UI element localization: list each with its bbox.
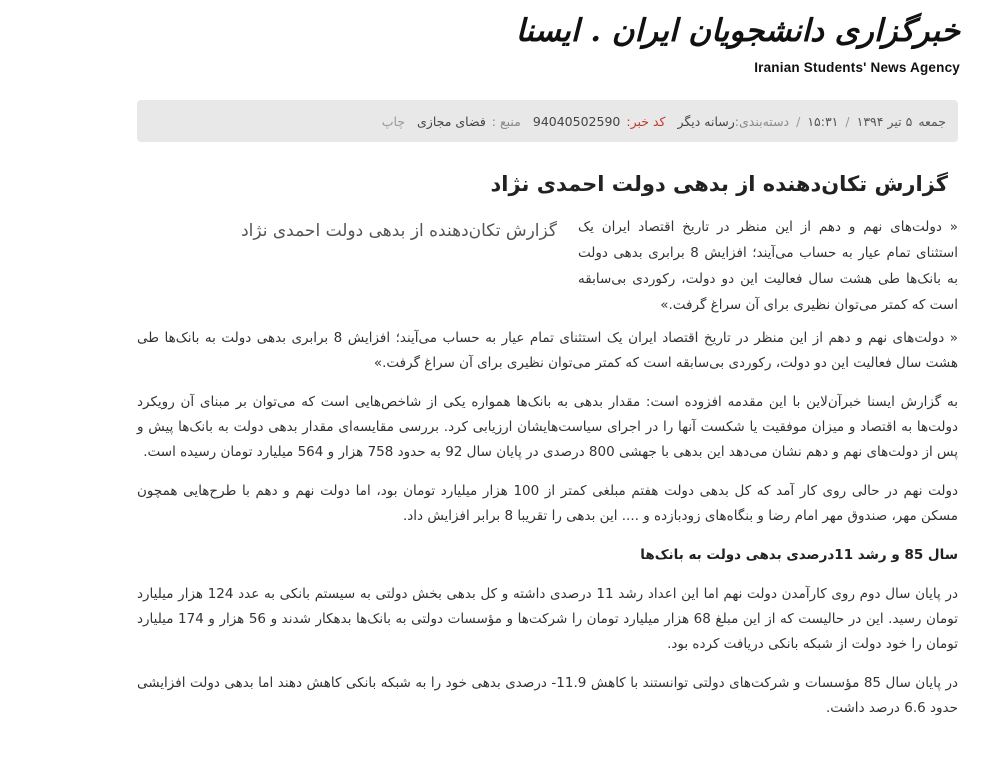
lead-subtitle: گزارش تکان‌دهنده از بدهی دولت احمدی نژاد: [241, 221, 557, 241]
section-heading: سال 85 و رشد 11درصدی بدهی دولت به بانک‌ها: [640, 547, 958, 563]
meta-separator: /: [845, 113, 850, 129]
print-link[interactable]: چاپ: [381, 113, 406, 129]
meta-source-value: فضای مجازی: [417, 113, 486, 129]
lead-quote: « دولت‌های نهم و دهم از این منظر در تاریخ اقتصاد ایران یک استثنای تمام عیار به حساب می‌آیند؛ افزایش 8 برابری بدهی دولت به بانک‌ها طی هشت سال فعالیت این دو دولت، رکوردی بی‌سابقه است که کمتر می‌توان نظیری برای آن سراغ گرفت.»: [578, 219, 958, 313]
meta-time: ۱۵:۳۱: [807, 113, 839, 129]
body-paragraph: در پایان سال دوم روی کارآمدن دولت نهم اما این اعداد رشد 11 درصدی داشته و کل بدهی بخش دولتی به سیستم بانکی به عدد 124 هزار میلیارد تومان رسید. این در حالیست که از این مبلغ 68 هزار میلیارد تومان را شرکت‌ها و مؤسسات دولتی به بانک‌ها بدهکار شدند و 56 هزار و 174 میلیارد تومان را خود دولت از شبکه بانکی دریافت کرده بود.: [137, 586, 958, 652]
meta-date: ۵ تیر ۱۳۹۴: [856, 113, 913, 129]
body-paragraph: در پایان سال 85 مؤسسات و شرکت‌های دولتی توانستند با کاهش 11.9- درصدی بدهی خود را به شبکه بانکی کاهش دهند اما بدهی دولت افزایشی حدود 6.6 درصد داشت.: [137, 675, 958, 716]
meta-day: جمعه: [918, 113, 946, 129]
isna-logo[interactable]: [515, 10, 960, 85]
article-body: [137, 326, 958, 735]
article-lead: [137, 214, 958, 318]
article-meta-bar: [137, 100, 958, 142]
meta-code-label: کد خبر:: [626, 113, 666, 129]
logo-persian-text: خبرگزاری دانشجویان ایران . ایسنا: [515, 13, 960, 49]
meta-code-value: 94040502590: [532, 113, 621, 129]
meta-category-label: دسته‌بندی:: [734, 113, 790, 129]
meta-separator: /: [796, 113, 801, 129]
body-paragraph: « دولت‌های نهم و دهم از این منظر در تاریخ اقتصاد ایران یک استثنای تمام عیار به حساب می‌آیند؛ افزایش 8 برابری بدهی دولت به بانک‌ها طی هشت سال فعالیت این دو دولت، رکوردی بی‌سابقه است که کمتر می‌توان نظیری برای آن سراغ گرفت.»: [137, 330, 958, 371]
body-paragraph: به گزارش ایسنا خبرآن‌لاین با این مقدمه افزوده است: مقدار بدهی به بانک‌ها همواره یکی از شاخص‌هایی است که می‌توان بر مبنای آن رویکرد دولت‌ها به اقتصاد و میزان موفقیت یا شکست آنها را در اجرای سیاست‌هایشان ارزیابی کرد. بررسی مقایسه‌ای مقدار بدهی دولت به بانک‌ها پیش و پس از دولت‌های نهم و دهم نشان می‌دهد این بدهی با جهشی 800 درصدی در پایان سال 92 به حدود 758 هزار و 564 میلیارد تومان رسیده است.: [137, 394, 958, 460]
meta-source-label: منبع :: [491, 113, 521, 129]
body-paragraph: دولت نهم در حالی روی کار آمد که کل بدهی دولت هفتم مبلغی کمتر از 100 هزار میلیارد تومان بود، اما دولت نهم و دهم با طرح‌هایی همچون مسکن مهر، صندوق مهر امام رضا و بنگاه‌های زودبازده و .... این بدهی را تقریبا 8 برابر افزایش داد.: [137, 483, 959, 524]
logo-english-text: Iranian Students' News Agency: [754, 60, 960, 75]
meta-category-link[interactable]: رسانه دیگر: [677, 113, 735, 129]
article-title: گزارش تکان‌دهنده از بدهی دولت احمدی نژاد: [490, 172, 948, 196]
